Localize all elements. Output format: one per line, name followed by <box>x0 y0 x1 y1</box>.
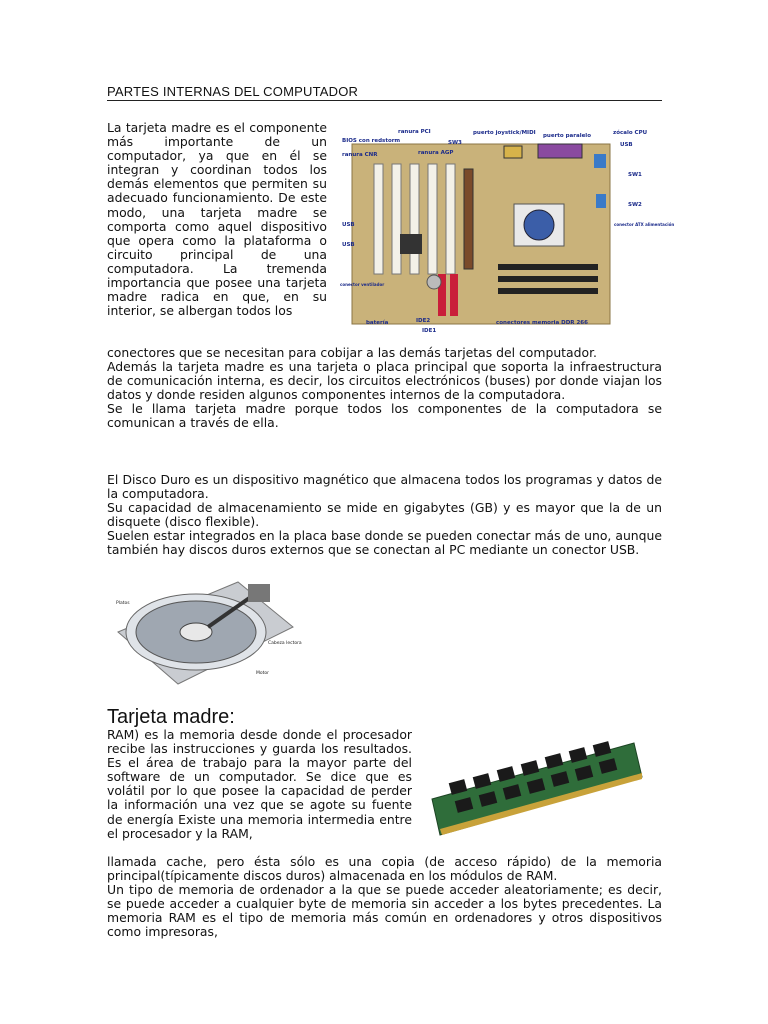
mb-label-usb1: USB <box>342 222 355 228</box>
document-title: PARTES INTERNAS DEL COMPUTADOR <box>107 84 662 101</box>
motherboard-image <box>338 124 675 338</box>
mb-label-vent: conector ventilador <box>340 282 385 287</box>
mb-label-sw3: SW3 <box>448 140 462 146</box>
ram-text-block <box>107 855 662 940</box>
hard-disk-paragraph-3: Suelen estar integrados en la placa base donde se pueden conectar más de uno, aunque también hay discos duros externos que se conectan al PC mediante un conector USB. <box>107 528 662 558</box>
hard-disk-paragraph-1: El Disco Duro es un dispositivo magnético que almacena todos los programas y datos de la computadora. <box>107 472 662 502</box>
mb-label-ide1: IDE1 <box>422 328 437 334</box>
mb-label-bios: BIOS con redstorm <box>342 138 401 144</box>
hdd-label-head: Cabeza lectora <box>268 641 302 646</box>
ram-paragraph-2: Un tipo de memoria de ordenador a la que se puede acceder aleatoriamente; es decir, se puede acceder a cualquier byte de memoria sin acceder a los bytes precedentes. La memoria RAM es el tipo de memoria más común en ordenadores y otros dispositivos como impresoras, <box>107 882 662 940</box>
mb-label-cpu: zócalo CPU <box>613 130 648 136</box>
ram-paragraph-1-continued: llamada cache, pero ésta sólo es una copia (de acceso rápido) de la memoria principal(típicamente discos duros) almacenada en los módulos de RAM. <box>107 854 662 884</box>
mb-label-ide2: IDE2 <box>416 318 431 324</box>
mb-label-atx: conector ATX alimentación <box>614 222 675 227</box>
motherboard-text-block <box>107 346 662 431</box>
mb-label-agp: ranura AGP <box>418 150 454 156</box>
hdd-label-motor: Motor <box>256 671 270 676</box>
hard-disk-image <box>108 572 302 690</box>
motherboard-intro-column <box>107 121 327 318</box>
ram-paragraph-1: RAM) es la memoria desde donde el procesador recibe las instrucciones y guarda los resultados. Es el área de trabajo para la mayor parte del software de un computador. Se dice que es volátil por lo que posee la capacidad de perder la información una vez que se agote su fuente de energía Existe una memoria intermedia entre el procesador y la RAM, <box>107 727 412 841</box>
mb-label-ddr: conectores memoria DDR 266 <box>496 320 588 326</box>
mb-label-cnr: ranura CNR <box>342 152 378 158</box>
mb-label-sw2: SW2 <box>628 202 642 208</box>
mb-label-parallel: puerto paralelo <box>543 133 591 139</box>
motherboard-paragraph-3: Se le llama tarjeta madre porque todos los componentes de la computadora se comunican a través de ella. <box>107 401 662 431</box>
mb-label-joystick: puerto joystick/MIDI <box>473 130 536 136</box>
mb-label-usb-top: USB <box>620 142 633 148</box>
motherboard-paragraph-1-continued: conectores que se necesitan para cobijar a las demás tarjetas del computador. <box>107 345 597 360</box>
ram-intro-column <box>107 728 412 841</box>
motherboard-paragraph-2: Además la tarjeta madre es una tarjeta o placa principal que soporta la infraestructura de comunicación interna, es decir, los circuitos electrónicos (buses) por donde viajan los datos y donde residen algunos componentes internos de la computadora. <box>107 359 662 403</box>
ram-module-image <box>428 737 644 839</box>
mb-label-sw1: SW1 <box>628 172 642 178</box>
mb-label-bateria: batería <box>366 320 389 326</box>
hard-disk-paragraph-2: Su capacidad de almacenamiento se mide en gigabytes (GB) y es mayor que la de un disquete (disco flexible). <box>107 500 662 530</box>
section-heading: Tarjeta madre: <box>107 706 235 728</box>
motherboard-paragraph-1: La tarjeta madre es el componente más importante de un computador, ya que en él se integran y coordinan todos los demás elementos que permiten su adecuado funcionamiento. De este modo, una tarjeta madre se comporta como aquel dispositivo que opera como la plataforma o circuito principal de una computadora. La tremenda importancia que posee una tarjeta madre radica en que, en su interior, se albergan todos los <box>107 120 327 319</box>
hard-disk-text-block <box>107 473 662 558</box>
mb-label-pci: ranura PCI <box>398 129 431 135</box>
hdd-label-platter: Platos <box>116 601 130 606</box>
mb-label-usb2: USB <box>342 242 355 248</box>
